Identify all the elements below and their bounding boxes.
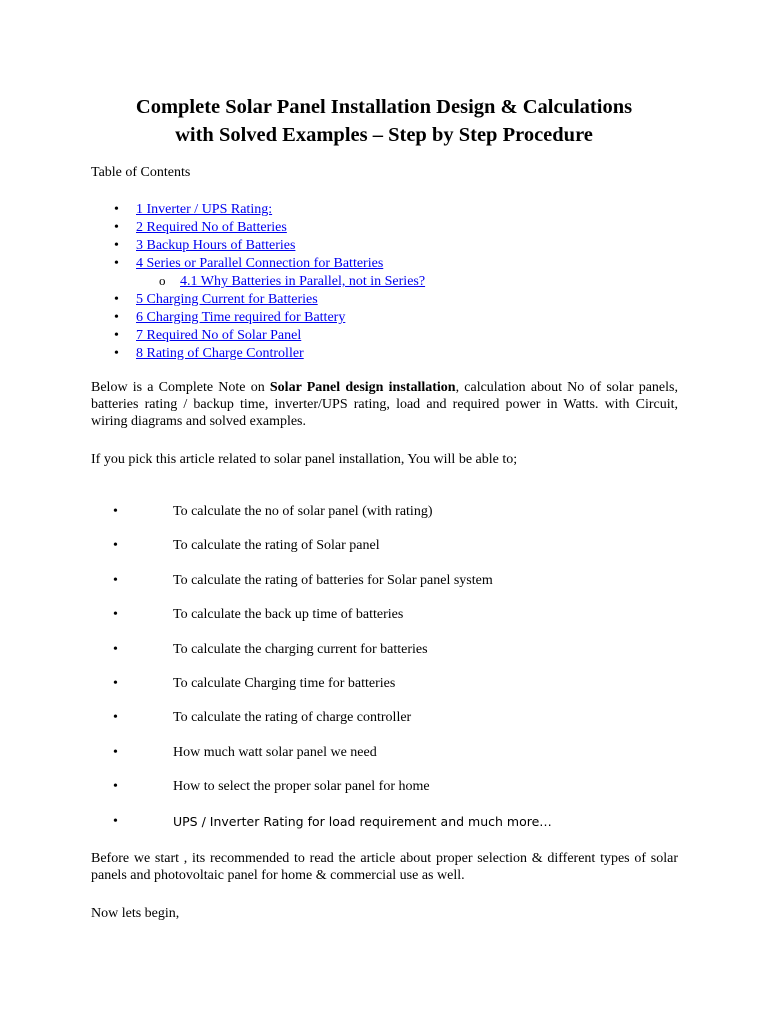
page-title bbox=[60, 93, 708, 149]
toc-item bbox=[91, 309, 425, 327]
objective-text: How to select the proper solar panel for home bbox=[173, 779, 430, 795]
bullet-icon: • bbox=[113, 744, 118, 760]
toc-link-inverter-ups-rating[interactable]: 1 Inverter / UPS Rating: bbox=[136, 202, 273, 217]
bullet-icon: • bbox=[113, 572, 118, 588]
bullet-icon: • bbox=[114, 202, 119, 217]
toc-link-charging-current[interactable]: 5 Charging Current for Batteries bbox=[136, 292, 318, 307]
bullet-icon: • bbox=[114, 220, 119, 235]
intro-paragraph bbox=[91, 379, 678, 430]
title-line-1: Complete Solar Panel Installation Design & Calculations bbox=[135, 96, 633, 118]
objective-text: To calculate the rating of charge controller bbox=[173, 710, 412, 726]
bullet-icon: • bbox=[113, 710, 118, 726]
list-item bbox=[91, 572, 691, 606]
list-item bbox=[91, 606, 691, 640]
list-item bbox=[91, 675, 691, 709]
list-item bbox=[91, 537, 691, 571]
toc-item bbox=[91, 201, 425, 219]
bullet-icon: • bbox=[113, 675, 118, 691]
bullet-icon: • bbox=[113, 538, 118, 554]
bullet-icon: • bbox=[114, 256, 119, 271]
bullet-icon: • bbox=[113, 504, 118, 519]
before-start-paragraph: Before we start , its recommended to read the article about proper selection & different types of solar panels and photovoltaic panel for home & commercial use as well. bbox=[91, 851, 678, 883]
objective-text: UPS / Inverter Rating for load requirement and much more… bbox=[173, 813, 552, 829]
intro-emphasis: Solar Panel design installation bbox=[269, 380, 456, 395]
bullet-icon: • bbox=[113, 813, 118, 829]
list-item bbox=[91, 813, 691, 847]
table-of-contents bbox=[91, 201, 425, 363]
toc-item bbox=[91, 345, 425, 363]
toc-link-required-no-of-batteries[interactable]: 2 Required No of Batteries bbox=[136, 220, 287, 235]
toc-link-backup-hours[interactable]: 3 Backup Hours of Batteries bbox=[136, 238, 296, 253]
toc-link-charge-controller[interactable]: 8 Rating of Charge Controller bbox=[136, 346, 304, 361]
list-item bbox=[91, 641, 691, 675]
sub-bullet-icon: o bbox=[159, 273, 166, 288]
toc-subitem bbox=[91, 273, 425, 291]
bullet-icon: • bbox=[113, 607, 118, 623]
toc-heading: Table of Contents bbox=[91, 165, 191, 180]
objective-text: To calculate the charging current for batteries bbox=[173, 641, 428, 657]
list-item bbox=[91, 503, 691, 537]
toc-item bbox=[91, 291, 425, 309]
toc-link-why-parallel[interactable]: 4.1 Why Batteries in Parallel, not in Series? bbox=[180, 274, 426, 289]
objective-text: To calculate the no of solar panel (with rating) bbox=[173, 504, 433, 519]
bullet-icon: • bbox=[114, 310, 119, 325]
objective-text: To calculate the back up time of batteries bbox=[173, 607, 404, 623]
objective-text: To calculate Charging time for batteries bbox=[173, 675, 396, 691]
list-item bbox=[91, 778, 691, 812]
bullet-icon: • bbox=[113, 779, 118, 795]
bullet-icon: • bbox=[114, 292, 119, 307]
intro-text-start: Below is a Complete Note on bbox=[91, 380, 270, 395]
closing-paragraph: Now lets begin, bbox=[91, 906, 180, 921]
toc-link-charging-time[interactable]: 6 Charging Time required for Battery bbox=[136, 310, 346, 325]
objective-text: To calculate the rating of Solar panel bbox=[173, 538, 380, 554]
bullet-icon: • bbox=[114, 328, 119, 343]
lead-in-paragraph: If you pick this article related to solar panel installation, You will be able to; bbox=[91, 452, 518, 467]
bullet-icon: • bbox=[113, 641, 118, 657]
objectives-list bbox=[91, 503, 691, 847]
list-item bbox=[91, 709, 691, 743]
objective-text: To calculate the rating of batteries for Solar panel system bbox=[173, 572, 493, 588]
bullet-icon: • bbox=[114, 238, 119, 253]
objective-text: How much watt solar panel we need bbox=[173, 744, 377, 760]
bullet-icon: • bbox=[114, 346, 119, 361]
toc-item bbox=[91, 237, 425, 255]
intro-text-end: , calculation about No of solar panels, batteries rating / backup time, inverter/UPS rating, load and required power in Watts. with Circuit, wiring diagrams and solved examples. bbox=[91, 380, 678, 429]
toc-item bbox=[91, 327, 425, 345]
title-line-2: with Solved Examples – Step by Step Procedure bbox=[175, 124, 593, 146]
toc-link-series-or-parallel[interactable]: 4 Series or Parallel Connection for Batteries bbox=[136, 256, 384, 271]
toc-item bbox=[91, 219, 425, 237]
list-item bbox=[91, 744, 691, 778]
toc-link-required-solar-panels[interactable]: 7 Required No of Solar Panel bbox=[136, 328, 302, 343]
toc-item bbox=[91, 255, 425, 273]
